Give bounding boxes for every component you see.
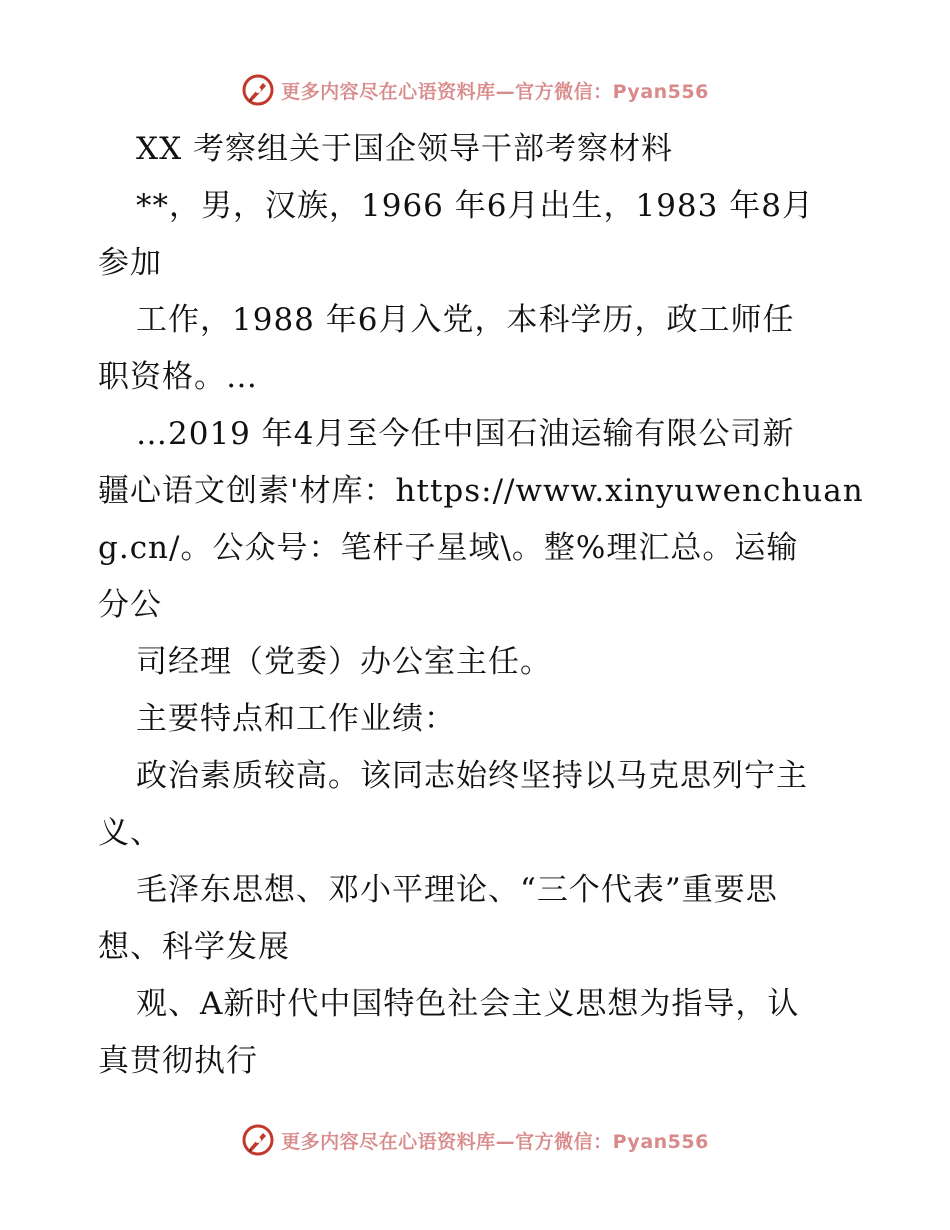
footer-banner-text: 更多内容尽在心语资料库—官方微信：Pyan556 [281,1130,709,1153]
text-line: g.cn/。公众号：笔杆子星域\。整%理汇总。运输 [98,530,799,566]
section-heading: 主要特点和工作业绩： [136,701,456,737]
footer-banner [0,1120,950,1160]
text-line: **，男，汉族，1966 年6月出生，1983 年8月 [136,188,814,224]
text-line: 政治素质较高。该同志始终坚持以马克思列宁主 [136,758,808,794]
text-line: 疆心语文创素'材库：https://www.xinyuwenchuan [98,473,864,509]
header-banner [0,70,950,110]
text-line: 司经理（党委）办公室主任。 [136,644,552,680]
text-line: 参加 [98,245,162,281]
text-line: 职资格。… [98,359,258,395]
text-line: 真贯彻执行 [98,1043,258,1079]
document-title: XX 考察组关于国企领导干部考察材料 [136,131,673,167]
text-line: 分公 [98,587,162,623]
text-line: 毛泽东思想、邓小平理论、“三个代表”重要思 [136,872,778,908]
header-banner-text: 更多内容尽在心语资料库—官方微信：Pyan556 [281,80,709,103]
text-line: 想、科学发展 [98,929,290,965]
pen-logo-icon [241,1123,275,1157]
document-body [98,121,864,1090]
pen-logo-icon [241,73,275,107]
text-line: 义、 [98,815,162,851]
text-line: 观、A新时代中国特色社会主义思想为指导，认 [136,986,800,1022]
text-line: …2019 年4月至今任中国石油运输有限公司新 [136,416,795,452]
text-line: 工作，1988 年6月入党，本科学历，政工师任 [136,302,795,338]
